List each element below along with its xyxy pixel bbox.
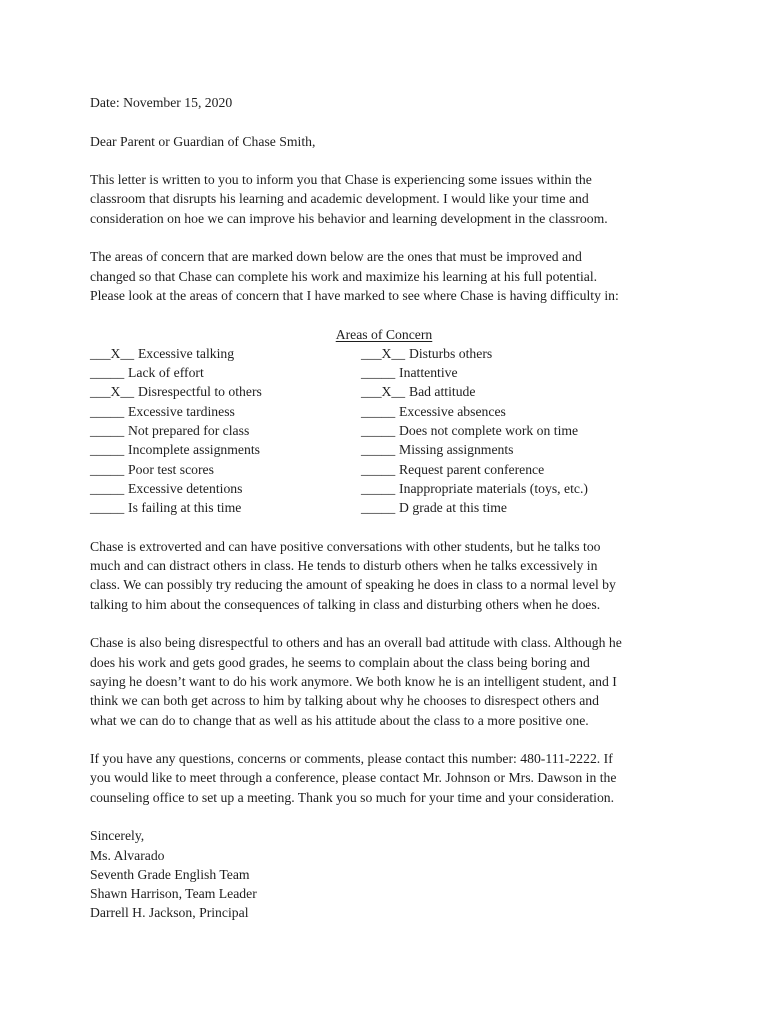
- letter-date: Date: November 15, 2020: [90, 95, 233, 110]
- concern-mark: _____: [90, 423, 125, 439]
- concerns-heading-text: Areas of Concern: [335, 326, 433, 342]
- paragraph-line: If you have any questions, concerns or comments, please contact this number: 480-111-2222. If: [90, 751, 613, 767]
- signature-line: Ms. Alvarado: [90, 847, 165, 863]
- concern-mark: _____: [361, 461, 396, 477]
- concern-row: [90, 479, 678, 498]
- paragraph-line: counseling office to set up a meeting. Thank you so much for your time and your consideration.: [90, 789, 615, 805]
- concern-item: [90, 460, 361, 479]
- concern-row: [90, 363, 678, 382]
- signature-line: Shawn Harrison, Team Leader: [90, 886, 257, 902]
- body-paragraph-areas: [90, 247, 678, 305]
- concern-item: [361, 363, 678, 382]
- concern-mark: _____: [90, 403, 125, 419]
- paragraph-line: Chase is also being disrespectful to others and has an overall bad attitude with class. Although he: [90, 635, 622, 651]
- paragraph-line: what we can do to change that as well as his attitude about the class to a more positive one.: [90, 712, 589, 728]
- concern-mark: _____: [361, 500, 396, 516]
- concerns-checklist: [90, 344, 678, 518]
- concern-row: [90, 344, 678, 363]
- concern-row: [90, 460, 678, 479]
- concern-mark: _____: [361, 365, 396, 381]
- paragraph-line: The areas of concern that are marked down below are the ones that must be improved and: [90, 249, 582, 265]
- concern-label: Lack of effort: [128, 365, 204, 381]
- concern-item: [361, 402, 678, 421]
- paragraph-line: saying he doesn’t want to do his work anymore. We both know he is an intelligent student, and I: [90, 673, 617, 689]
- signature-line: Sincerely,: [90, 828, 145, 844]
- concern-label: Incomplete assignments: [128, 442, 260, 458]
- salutation: Dear Parent or Guardian of Chase Smith,: [90, 133, 316, 149]
- concern-item: [361, 479, 678, 498]
- paragraph-line: does his work and gets good grades, he seems to complain about the class being boring and: [90, 654, 590, 670]
- paragraph-line: classroom that disrupts his learning and academic development. I would like your time and: [90, 191, 589, 207]
- concerns-heading: [90, 325, 678, 344]
- concern-item: [361, 382, 678, 401]
- paragraph-line: consideration on hoe we can improve his behavior and learning development in the classroom.: [90, 210, 608, 226]
- concern-item: [90, 344, 361, 363]
- concern-item: [361, 498, 678, 517]
- paragraph-line: Chase is extroverted and can have positive conversations with other students, but he talks too: [90, 538, 601, 554]
- paragraph-line: you would like to meet through a conference, please contact Mr. Johnson or Mrs. Dawson in the: [90, 770, 617, 786]
- concern-item: [361, 460, 678, 479]
- paragraph-line: talking to him about the consequences of talking in class and disturbing others when he does.: [90, 596, 601, 612]
- body-paragraph-attitude: [90, 633, 678, 729]
- concern-item: [90, 440, 361, 459]
- concern-mark: _____: [361, 423, 396, 439]
- concern-label: Inattentive: [399, 365, 458, 381]
- concern-label: Excessive talking: [137, 345, 235, 361]
- concern-mark: ___X__: [90, 345, 135, 361]
- concern-item: [90, 363, 361, 382]
- concern-item: [361, 440, 678, 459]
- signature-line: Seventh Grade English Team: [90, 866, 250, 882]
- signature-line: Darrell H. Jackson, Principal: [90, 905, 249, 921]
- concern-mark: _____: [361, 442, 396, 458]
- concern-item: [90, 479, 361, 498]
- concern-label: Bad attitude: [408, 384, 476, 400]
- letter-body: [90, 93, 678, 923]
- concern-label: Inappropriate materials (toys, etc.): [399, 480, 588, 496]
- concern-label: Excessive tardiness: [128, 403, 235, 419]
- concern-row: [90, 402, 678, 421]
- concern-label: Does not complete work on time: [399, 423, 579, 439]
- concern-row: [90, 498, 678, 517]
- concern-label: D grade at this time: [399, 500, 507, 516]
- concern-row: [90, 440, 678, 459]
- paragraph-line: think we can both get across to him by talking about why he chooses to disrespect others and: [90, 693, 599, 709]
- paragraph-line: class. We can possibly try reducing the amount of speaking he does in class to a normal level by: [90, 577, 616, 593]
- concern-mark: _____: [361, 403, 396, 419]
- concern-label: Disrespectful to others: [137, 384, 262, 400]
- body-paragraph-talking: [90, 537, 678, 614]
- concern-item: [361, 421, 678, 440]
- concern-item: [90, 421, 361, 440]
- paragraph-line: much and can distract others in class. He tends to disturb others when he talks excessively in: [90, 558, 598, 574]
- concern-mark: _____: [90, 365, 125, 381]
- concern-label: Missing assignments: [399, 442, 514, 458]
- concern-label: Poor test scores: [128, 461, 214, 477]
- concern-item: [90, 382, 361, 401]
- concern-item: [90, 498, 361, 517]
- concern-label: Is failing at this time: [128, 500, 242, 516]
- paragraph-line: This letter is written to you to inform you that Chase is experiencing some issues within the: [90, 172, 592, 188]
- body-paragraph-contact: [90, 749, 678, 807]
- concern-label: Excessive detentions: [128, 480, 243, 496]
- concern-mark: _____: [90, 461, 125, 477]
- concern-item: [361, 344, 678, 363]
- paragraph-line: Please look at the areas of concern that I have marked to see where Chase is having difficulty in:: [90, 287, 619, 303]
- concern-mark: _____: [90, 442, 125, 458]
- concern-row: [90, 382, 678, 401]
- concern-mark: _____: [90, 480, 125, 496]
- signature-block: [90, 826, 678, 922]
- paragraph-line: changed so that Chase can complete his work and maximize his learning at his full potential.: [90, 268, 598, 284]
- concern-item: [90, 402, 361, 421]
- concern-label: Request parent conference: [399, 461, 545, 477]
- concern-mark: _____: [361, 480, 396, 496]
- concern-row: [90, 421, 678, 440]
- concern-mark: _____: [90, 500, 125, 516]
- concern-label: Excessive absences: [399, 403, 506, 419]
- concern-mark: ___X__: [361, 345, 406, 361]
- concern-mark: ___X__: [90, 384, 135, 400]
- concern-label: Disturbs others: [408, 345, 493, 361]
- body-paragraph-intro: [90, 170, 678, 228]
- concern-mark: ___X__: [361, 384, 406, 400]
- concern-label: Not prepared for class: [128, 423, 250, 439]
